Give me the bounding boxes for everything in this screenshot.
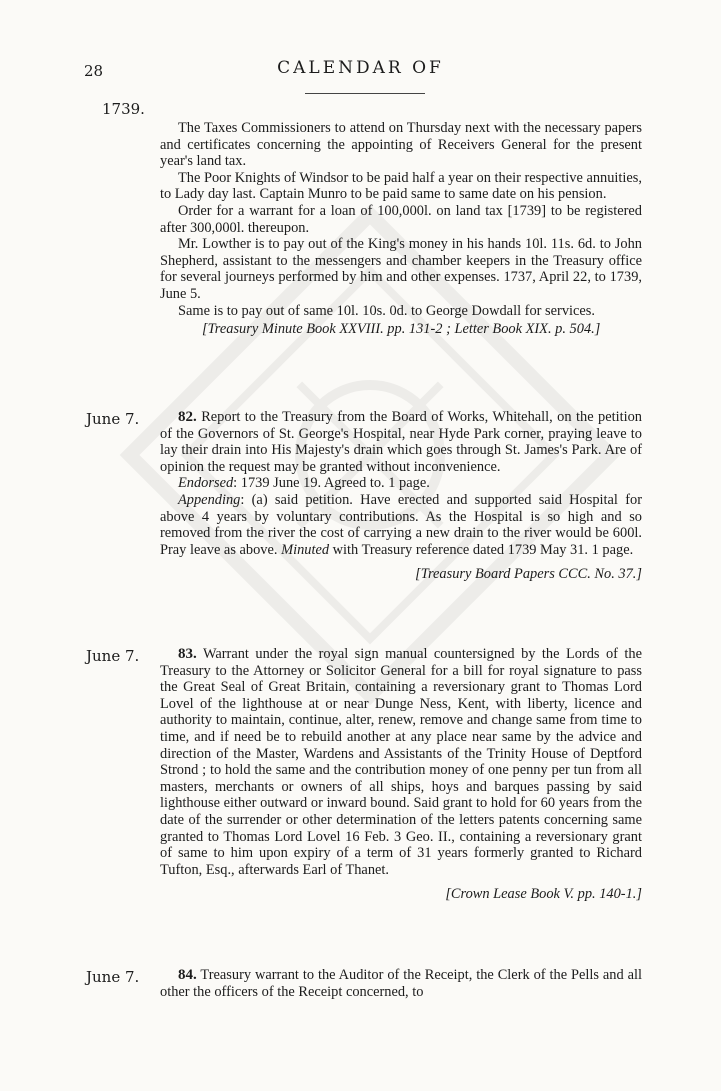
paragraph: The Taxes Commissioners to attend on Thursday next with the necessary papers and certificates concerning the appointing of Receivers General for the present year's land tax. [160, 120, 642, 170]
paragraph: Order for a warrant for a loan of 100,000l. on land tax [1739] to be registered after 300,000l. thereupon. [160, 202, 642, 236]
running-head [0, 58, 721, 88]
year-label: 1739. [102, 100, 145, 118]
entry-number: 82. [178, 409, 197, 425]
entry-number: 84. [178, 967, 197, 983]
entry-body [160, 967, 642, 1000]
page-number: 28 [84, 62, 104, 80]
source-reference: [Treasury Board Papers CCC. No. 37.] [415, 566, 642, 583]
entry-body [160, 409, 642, 475]
paragraph: The Poor Knights of Windsor to be paid half a year on their respective annuities, to Lady day last. Captain Munro to be paid same to same date on his pension. [160, 169, 642, 203]
source-reference: [Treasury Minute Book XXVIII. pp. 131-2 ; Letter Book XIX. p. 504.] [202, 321, 601, 338]
entry-number: 83. [178, 646, 197, 662]
header-rule [305, 93, 425, 94]
endorsed-label: Endorsed [178, 475, 234, 492]
intro-entries [160, 120, 642, 338]
endorsement [160, 475, 642, 492]
entry-text: Report to the Treasury from the Board of Works, Whitehall, on the petition of the Governors of St. George's Hospital, near Hyde Park corner, praying leave to lay their drain into His Majesty's drain which goes through St. James's Park. Are of opinion the request may be granted without inconvenience. [160, 409, 642, 475]
entry-date: June 7. [86, 647, 140, 665]
entry-date: June 7. [86, 968, 140, 986]
source-reference: [Crown Lease Book V. pp. 140-1.] [445, 886, 642, 903]
paragraph: Mr. Lowther is to pay out of the King's money in his hands 10l. 11s. 6d. to John Shepherd, assistant to the messengers and chamber keepers in the Treasury office for several journeys performed by him and other expenses. 1737, April 22, to 1739, June 5. [160, 236, 642, 302]
entry-date: June 7. [86, 410, 140, 428]
minuted-label: Minuted [281, 541, 330, 558]
entry-text: Warrant under the royal sign manual countersigned by the Lords of the Treasury to the Attorney or Solicitor General for a bill for royal signature to pass the Great Seal of Great Britain, containing a reversionary grant to Thomas Lord Lovel of the lighthouse at or near Dunge Ness, Kent, with liberty, licence and authority to maintain, continue, alter, renew, remove and change same from time to time, and if need be to rebuild another at any place near same by the advice and direction of the Master, Wardens and Assistants of the Trinity House of Deptford Strond ; to hold the same and the contribution money of one penny per tun from all masters, merchants or owners of all ships, hoys and barques passing by said lighthouse either outward or inward bound. Said grant to hold for 60 years from the date of the surrender or other determination of the letters patents concerning same granted to Thomas Lord Lovel 16 Feb. 3 Geo. II., containing a reversionary grant of same to him upon expiry of a term of 31 years formerly granted to Richard Tufton, Esq., afterwards Earl of Thanet. [160, 646, 643, 878]
entry-text: Treasury warrant to the Auditor of the Receipt, the Clerk of the Pells and all other the officers of the Receipt concerned, to [160, 967, 642, 1000]
appending [160, 492, 642, 558]
endorsed-text: : 1739 June 19. Agreed to. 1 page. [233, 475, 430, 492]
paragraph: Same is to pay out of same 10l. 10s. 0d. to George Dowdall for services. [178, 302, 595, 319]
entry-82 [160, 409, 642, 583]
minuted-text: with Treasury reference dated 1739 May 31. 1 page. [329, 541, 634, 558]
running-title: CALENDAR OF [277, 58, 444, 78]
appending-label: Appending [178, 491, 241, 508]
entry-body [160, 646, 642, 878]
appending-text: : (a) said petition. Have erected and supported said Hospital for above 4 years by voluntary contributions. As the Hospital is so high and so removed from the river the cost of carrying a new drain to the river would be 600l. Pray leave as above. [160, 491, 642, 558]
entry-83 [160, 646, 642, 903]
entry-84 [160, 967, 642, 1000]
